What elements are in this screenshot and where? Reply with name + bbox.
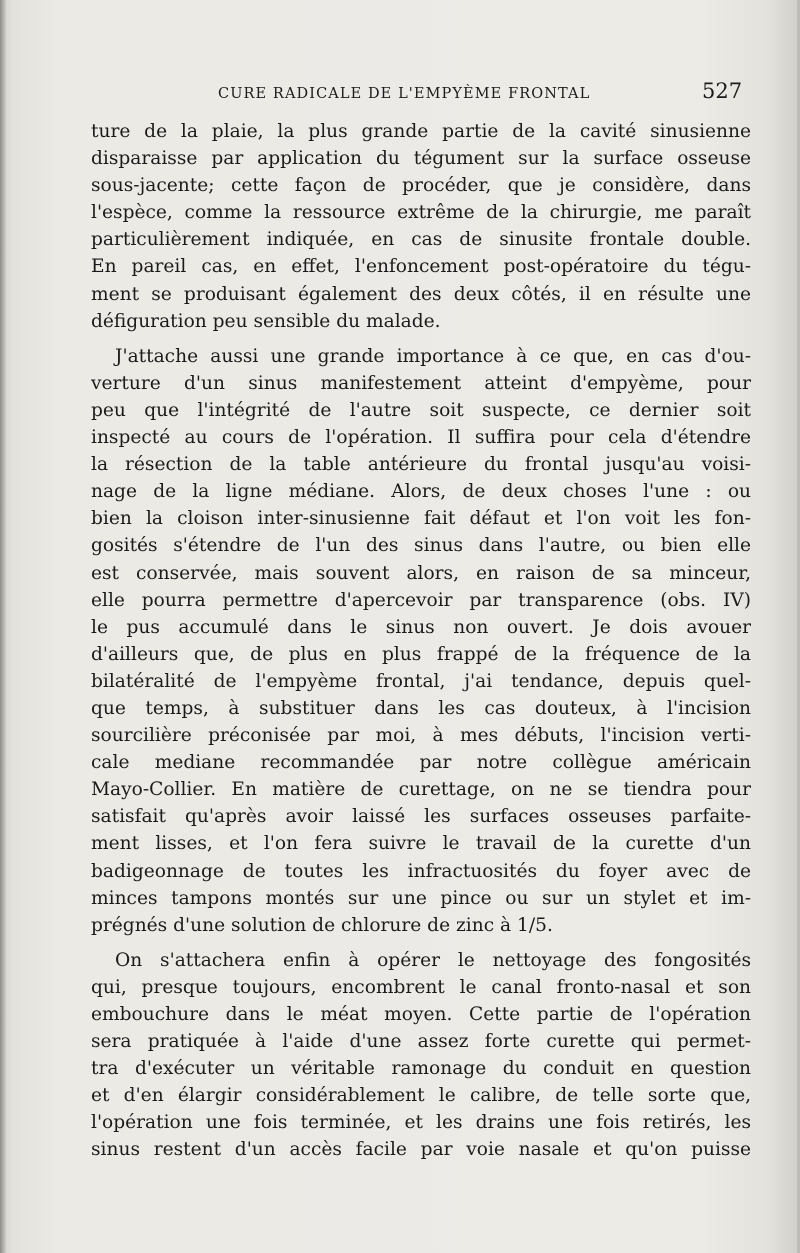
text-line: nage de la ligne médiane. Alors, de deux choses l'une : ou <box>91 481 751 503</box>
text-line: prégnés d'une solution de chlorure de zinc à 1/5. <box>91 914 553 936</box>
paragraph-1 <box>91 118 751 335</box>
text-line: la résection de la table antérieure du frontal jusqu'au voisi- <box>91 454 751 476</box>
text-line: satisfait qu'après avoir laissé les surfaces osseuses parfaite- <box>91 806 751 828</box>
text-line: verture d'un sinus manifestement atteint d'empyème, pour <box>91 372 751 394</box>
text-line: est conservée, mais souvent alors, en raison de sa minceur, <box>91 562 751 584</box>
text-line: que temps, à substituer dans les cas douteux, à l'incision <box>91 697 751 719</box>
text-line: défiguration peu sensible du malade. <box>91 310 441 332</box>
text-line: le pus accumulé dans le sinus non ouvert. Je dois avouer <box>91 616 751 638</box>
text-line: qui, presque toujours, encombrent le canal fronto-nasal et son <box>91 976 751 998</box>
running-head: CURE RADICALE DE L'EMPYÈME FRONTAL <box>218 86 591 102</box>
text-line: minces tampons montés sur une pince ou sur un stylet et im- <box>91 887 751 909</box>
body-text <box>91 118 751 1164</box>
text-line: J'attache aussi une grande importance à ce que, en cas d'ou- <box>115 345 751 367</box>
text-line: ment se produisant également des deux côtés, il en résulte une <box>91 283 751 305</box>
text-line: badigeonnage de toutes les infractuosités du foyer avec de <box>91 860 751 882</box>
text-line: inspecté au cours de l'opération. Il suffira pour cela d'étendre <box>91 427 751 449</box>
page-number: 527 <box>702 79 743 103</box>
text-line: gosités s'étendre de l'un des sinus dans l'autre, ou bien elle <box>91 535 751 557</box>
text-line: sera pratiquée à l'aide d'une assez forte curette qui permet- <box>91 1031 751 1053</box>
text-line: sous-jacente; cette façon de procéder, que je considère, dans <box>91 175 751 197</box>
text-line: ment lisses, et l'on fera suivre le travail de la curette d'un <box>91 833 751 855</box>
paragraph-2 <box>91 343 751 939</box>
text-line: sinus restent d'un accès facile par voie nasale et qu'on puisse <box>91 1139 751 1161</box>
text-line: cale mediane recommandée par notre collègue américain <box>91 752 751 774</box>
page-binding-edge <box>0 0 6 1253</box>
text-line: elle pourra permettre d'apercevoir par transparence (obs. IV) <box>91 589 751 611</box>
text-line: peu que l'intégrité de l'autre soit suspecte, ce dernier soit <box>91 399 751 421</box>
text-line: ture de la plaie, la plus grande partie de la cavité sinusienne <box>91 121 751 142</box>
text-line: d'ailleurs que, de plus en plus frappé de la fréquence de la <box>91 643 751 665</box>
text-line: bilatéralité de l'empyème frontal, j'ai tendance, depuis quel- <box>91 670 751 692</box>
paragraph-3 <box>91 947 751 1164</box>
text-line: sourcilière préconisée par moi, à mes débuts, l'incision verti- <box>91 725 751 747</box>
text-line: On s'attachera enfin à opérer le nettoyage des fongosités <box>115 949 751 971</box>
text-line: bien la cloison inter-sinusienne fait défaut et l'on voit les fon- <box>91 508 751 530</box>
paragraph-gap <box>91 335 751 343</box>
text-line: l'opération une fois terminée, et les drains une fois retirés, les <box>91 1112 751 1134</box>
text-line: embouchure dans le méat moyen. Cette partie de l'opération <box>91 1004 751 1025</box>
text-line: l'espèce, comme la ressource extrême de la chirurgie, me paraît <box>91 202 751 224</box>
text-line: disparaisse par application du tégument sur la surface osseuse <box>91 148 751 170</box>
text-line: particulièrement indiquée, en cas de sinusite frontale double. <box>91 229 751 251</box>
text-line: Mayo-Collier. En matière de curettage, on ne se tiendra pour <box>91 779 751 801</box>
paragraph-gap <box>91 939 751 947</box>
text-line: tra d'exécuter un véritable ramonage du conduit en question <box>91 1058 751 1080</box>
text-line: En pareil cas, en effet, l'enfoncement post-opératoire du tégu- <box>91 256 751 278</box>
text-line: et d'en élargir considérablement le calibre, de telle sorte que, <box>91 1085 751 1107</box>
